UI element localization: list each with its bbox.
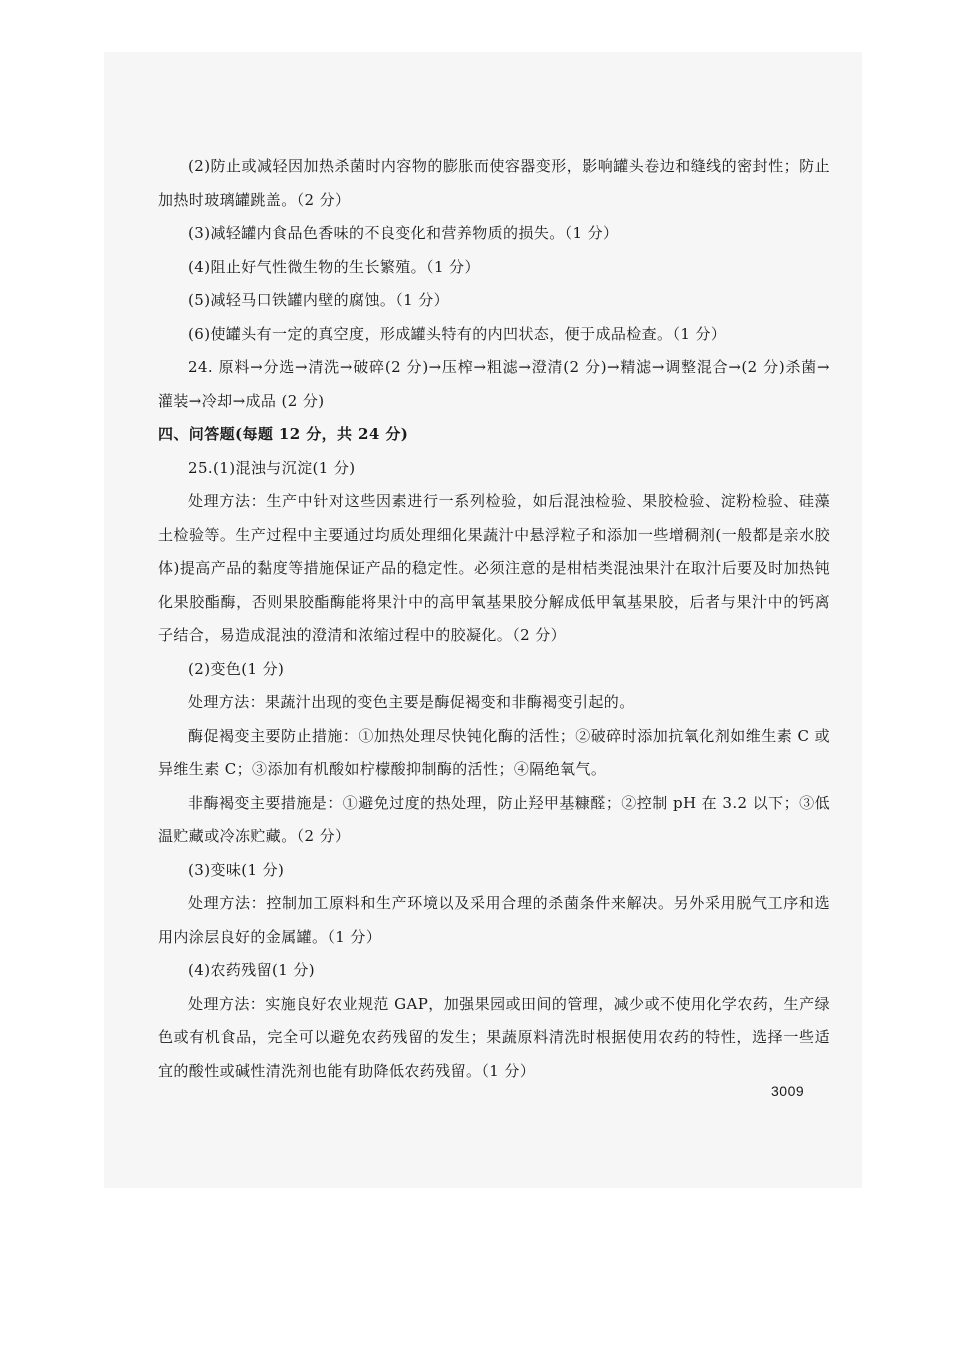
answer-25-3-method: 处理方法：控制加工原料和生产环境以及采用合理的杀菌条件来解决。另外采用脱气工序和选用内涂层良好的金属罐。（1 分） <box>158 894 830 946</box>
answer-25-1-title: 25.(1)混浊与沉淀(1 分) <box>188 458 356 477</box>
answer-25-3-title: (3)变味(1 分) <box>188 860 285 879</box>
answer-25-2-enzymatic: 酶促褐变主要防止措施：①加热处理尽快钝化酶的活性；②破碎时添加抗氧化剂如维生素 C 或异维生素 C；③添加有机酸如柠檬酸抑制酶的活性；④隔绝氧气。 <box>158 726 830 778</box>
answer-25-2-nonenzymatic: 非酶褐变主要措施是：①避免过度的热处理，防止羟甲基糠醛；②控制 pH 在 3.2 以下；③低温贮藏或冷冻贮藏。（2 分） <box>158 793 830 845</box>
answer-23-5: (5)减轻马口铁罐内壁的腐蚀。（1 分） <box>188 291 450 309</box>
page-number: 3009 <box>771 1083 805 1099</box>
answer-23-2: (2)防止或减轻因加热杀菌时内容物的膨胀而使容器变形，影响罐头卷边和缝线的密封性；防止加热时玻璃罐跳盖。（2 分） <box>158 157 830 209</box>
answer-25-4-method: 处理方法：实施良好农业规范 GAP，加强果园或田间的管理，减少或不使用化学农药，生产绿色或有机食品，完全可以避免农药残留的发生；果蔬原料清洗时根据使用农药的特性，选择一些适宜的酸性或碱性清洗剂也能有助降低农药残留。（1 分） <box>158 994 830 1080</box>
answer-23-6: (6)使罐头有一定的真空度，形成罐头特有的内凹状态，便于成品检查。（1 分） <box>188 324 727 343</box>
section-heading: 四、问答题(每题 12 分，共 24 分) <box>158 425 409 443</box>
answer-23-4: (4)阻止好气性微生物的生长繁殖。（1 分） <box>188 257 480 276</box>
answer-25-2-title: (2)变色(1 分) <box>188 659 285 678</box>
answer-text <box>158 150 830 1088</box>
answer-24: 24. 原料→分选→清洗→破碎(2 分)→压榨→粗滤→澄清(2 分)→精滤→调整混合→(2 分)杀菌→灌装→冷却→成品 (2 分) <box>158 358 830 410</box>
answer-25-4-title: (4)农药残留(1 分) <box>188 961 316 979</box>
answer-23-3: (3)减轻罐内食品色香味的不良变化和营养物质的损失。（1 分） <box>188 224 619 242</box>
answer-25-2-method: 处理方法：果蔬汁出现的变色主要是酶促褐变和非酶褐变引起的。 <box>188 693 635 711</box>
answer-25-1-method: 处理方法：生产中针对这些因素进行一系列检验，如后混浊检验、果胶检验、淀粉检验、硅藻土检验等。生产过程中主要通过均质处理细化果蔬汁中悬浮粒子和添加一些增稠剂(一般都是亲水胶体)提高产品的黏度等措施保证产品的稳定性。必须注意的是柑桔类混浊果汁在取汁后要及时加热钝化果胶酯酶，否则果胶酯酶能将果汁中的高甲氧基果胶分解成低甲氧基果胶，后者与果汁中的钙离子结合，易造成混浊的澄清和浓缩过程中的胶凝化。（2 分） <box>158 492 830 644</box>
